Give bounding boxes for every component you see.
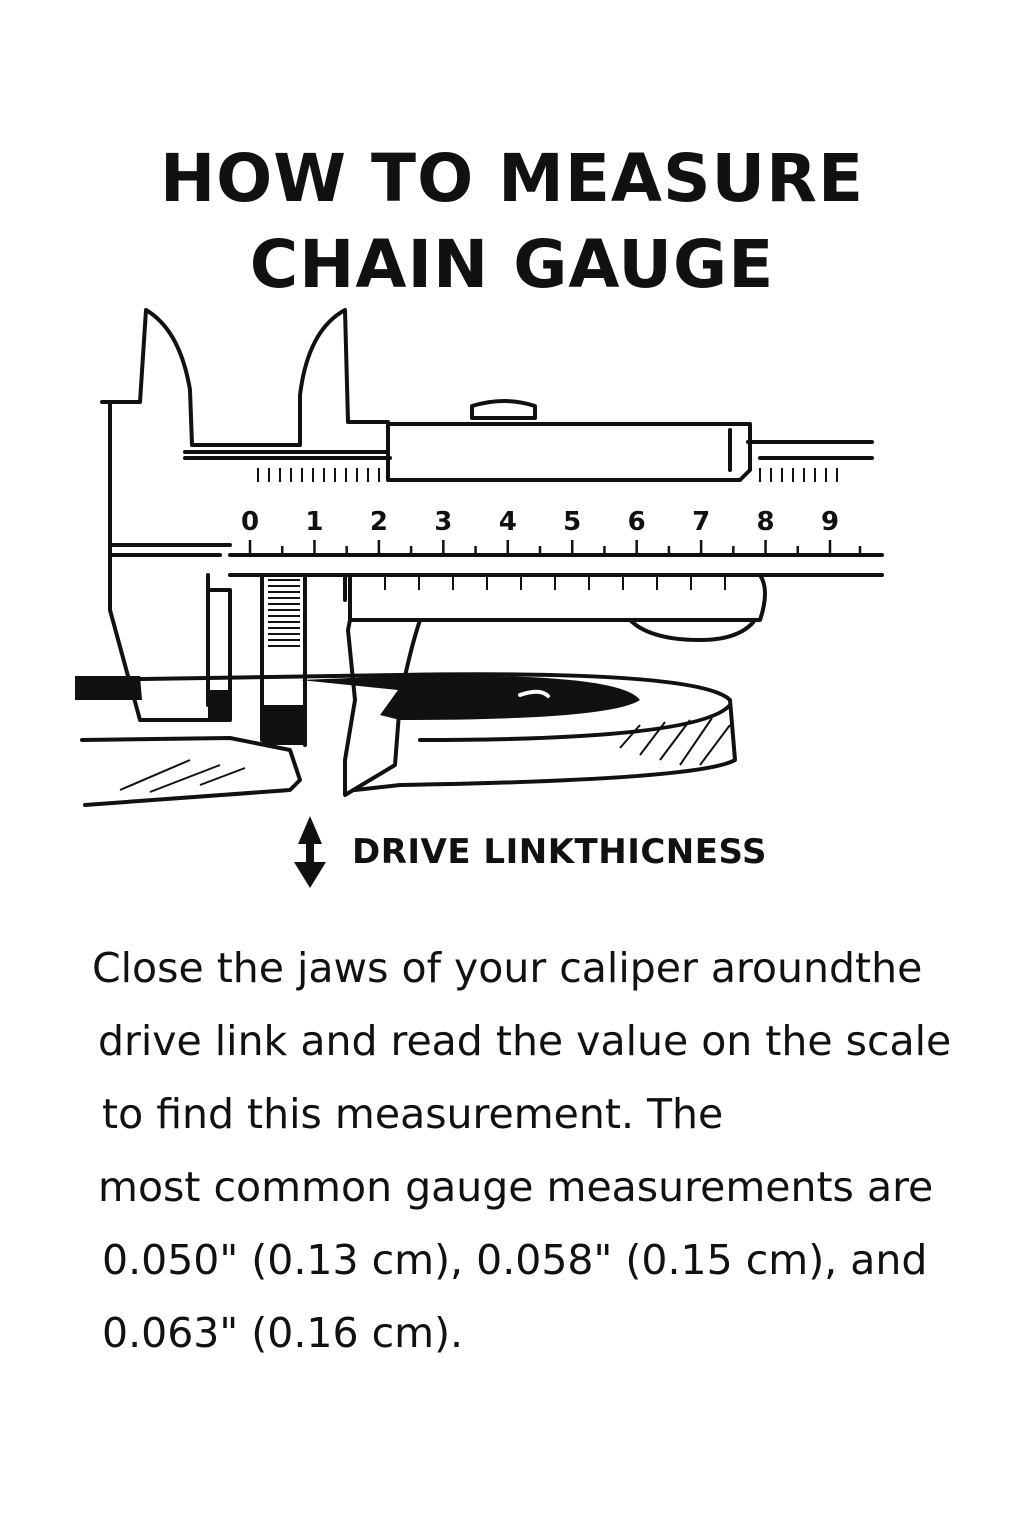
- scale-number-8: 8: [756, 507, 775, 537]
- scale-number-2: 2: [369, 507, 388, 537]
- title-line-2: CHAIN GAUGE: [249, 226, 775, 304]
- instruction-line-4: most common gauge measurements are: [98, 1163, 934, 1211]
- scale-number-7: 7: [692, 507, 711, 537]
- caliper-diagram: [0, 290, 1024, 820]
- title-line-1: HOW TO MEASURE: [159, 140, 865, 218]
- down-arrow-icon: [290, 814, 330, 890]
- caliper-slider: [388, 424, 750, 480]
- page-title: [0, 136, 1024, 308]
- thumb-knob: [472, 401, 535, 418]
- scale-number-1: 1: [305, 507, 324, 537]
- drive-link-callout: [290, 812, 767, 892]
- instruction-line-6: 0.063" (0.16 cm).: [102, 1309, 464, 1357]
- instruction-line-3: to find this measurement. The: [102, 1090, 724, 1138]
- scale-number-0: 0: [240, 507, 260, 537]
- scale-number-4: 4: [498, 507, 517, 537]
- instruction-line-1: Close the jaws of your caliper aroundthe: [92, 944, 923, 992]
- drive-link-thickness-label: DRIVE LINKTHICNESS: [352, 832, 767, 872]
- scale-number-5: 5: [563, 507, 582, 537]
- scale-number-3: 3: [434, 507, 453, 537]
- scale-number-6: 6: [627, 507, 646, 537]
- base-plate: [82, 738, 300, 805]
- instruction-line-5: 0.050" (0.13 cm), 0.058" (0.15 cm), and: [102, 1236, 928, 1284]
- vernier-plate: [350, 575, 765, 620]
- scale-number-9: 9: [820, 507, 840, 537]
- instructions-paragraph: [92, 932, 1002, 1370]
- instruction-line-2: drive link and read the value on the scale: [98, 1017, 952, 1065]
- fine-adjust-wheel: [630, 620, 755, 640]
